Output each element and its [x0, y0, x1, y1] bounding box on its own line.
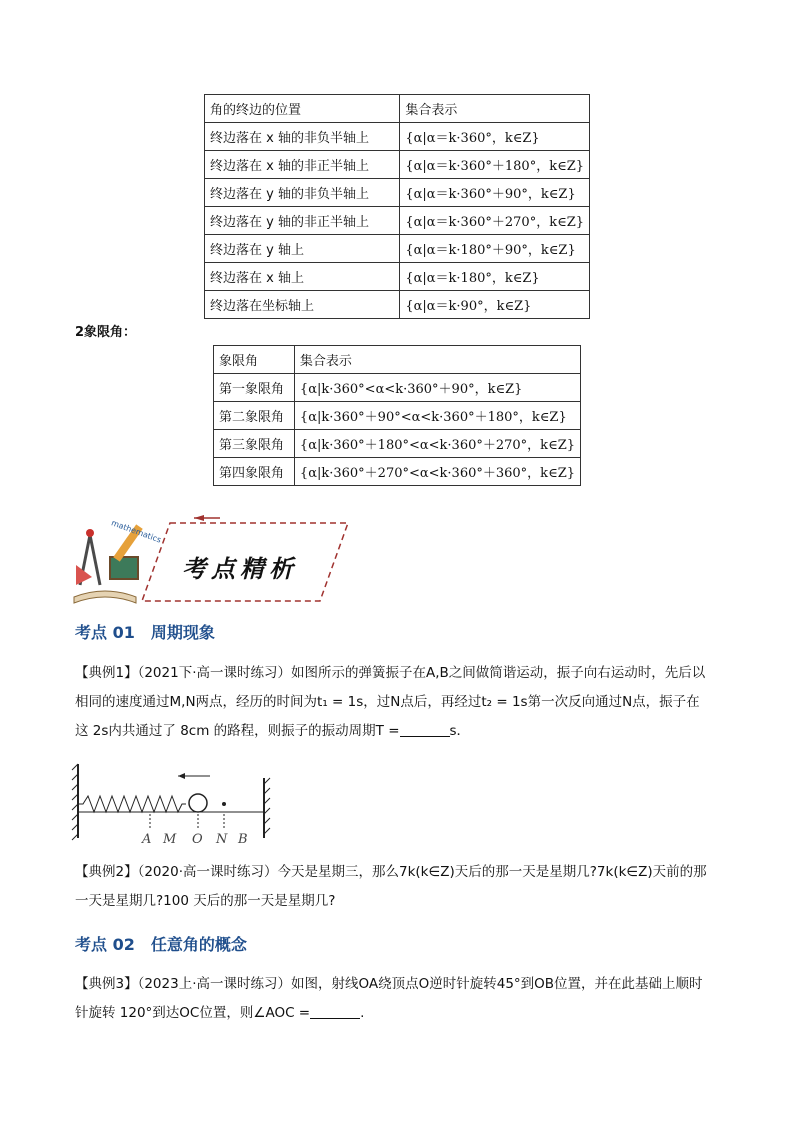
example-1-line-3-end: s．: [449, 723, 471, 739]
table-cell-label: 终边落在坐标轴上: [205, 291, 400, 319]
example-1-line-2: 相同的速度通过M,N两点，经历的时间为t₁ = 1s，过N点后，再经过t₂ = 1s第一次反向通过N点，振子在: [75, 694, 700, 710]
example-1-line-1: 【典例1】（2021下·高一课时练习）如图所示的弹簧振子在A,B之间做简谐运动，振子向右运动时，先后以: [75, 665, 706, 681]
figure-label-o: O: [192, 832, 203, 847]
quadrant-angle-table: [213, 345, 581, 486]
table-cell-label: 终边落在 y 轴的非正半轴上: [205, 207, 400, 235]
table-cell-label: 角的终边的位置: [205, 95, 400, 123]
table-row: [205, 123, 590, 151]
table-cell-set: {α|α＝k·180°，k∈Z}: [400, 263, 590, 291]
table-row: [214, 402, 581, 430]
example-3-line-2-end: .: [360, 1005, 365, 1021]
table-row: [205, 291, 590, 319]
angle-answer-blank: [310, 1004, 360, 1019]
example-3-line-1: 【典例3】（2023上·高一课时练习）如图，射线OA绕顶点O逆时针旋转45°到OB位置，并在此基础上顺时: [75, 976, 703, 992]
table-cell-set: {α|k·360°<α<k·360°＋90°，k∈Z}: [294, 374, 580, 402]
table-cell-set: {α|α＝k·360°，k∈Z}: [400, 123, 590, 151]
table-cell-set: 集合表示: [294, 346, 580, 374]
table-cell-label: 终边落在 x 轴的非负半轴上: [205, 123, 400, 151]
table-row: [205, 151, 590, 179]
table-cell-label: 第二象限角: [214, 402, 295, 430]
kaodian-banner: [70, 515, 360, 607]
table-cell-set: {α|α＝k·360°＋180°，k∈Z}: [400, 151, 590, 179]
table-cell-set: {α|α＝k·90°，k∈Z}: [400, 291, 590, 319]
figure-label-b: B: [238, 832, 248, 847]
figure-label-a: A: [142, 832, 152, 847]
example-3: [75, 970, 725, 1028]
example-2-line-1: 【典例2】（2020·高一课时练习）今天是星期三，那么7k(k∈Z)天后的那一天是星期几?7k(k∈Z)天前的那: [75, 864, 707, 880]
table-row: [214, 458, 581, 486]
table-header-row: [214, 346, 581, 374]
table-row: [205, 207, 590, 235]
table-cell-label: 第四象限角: [214, 458, 295, 486]
table-cell-label: 第三象限角: [214, 430, 295, 458]
example-2: [75, 858, 725, 916]
quadrant-angle-label: 2象限角：: [75, 325, 137, 340]
table-row: [205, 179, 590, 207]
banner-title: 考点精析: [182, 555, 298, 583]
table-header-row: [205, 95, 590, 123]
table-cell-label: 终边落在 x 轴的非正半轴上: [205, 151, 400, 179]
table-cell-label: 终边落在 y 轴的非负半轴上: [205, 179, 400, 207]
table-cell-set: {α|k·360°＋90°<α<k·360°＋180°，k∈Z}: [294, 402, 580, 430]
table-cell-set: {α|k·360°＋180°<α<k·360°＋270°，k∈Z}: [294, 430, 580, 458]
table-cell-set: {α|α＝k·360°＋90°，k∈Z}: [400, 179, 590, 207]
figure-label-n: N: [216, 832, 228, 847]
section-1-heading: 考点 01 周期现象: [75, 623, 215, 642]
table-row: [205, 235, 590, 263]
table-cell-set: {α|k·360°＋270°<α<k·360°＋360°，k∈Z}: [294, 458, 580, 486]
table-cell-label: 象限角: [214, 346, 295, 374]
example-3-line-2: 针旋转 120°到达OC位置，则∠AOC =: [75, 1005, 311, 1021]
table-cell-set: {α|α＝k·180°＋90°，k∈Z}: [400, 235, 590, 263]
example-2-line-2: 一天是星期几?100 天后的那一天是星期几?: [75, 893, 336, 909]
table-row: [214, 374, 581, 402]
table-row: [205, 263, 590, 291]
table-row: [214, 430, 581, 458]
banner-logo-text: mathematics: [110, 518, 163, 545]
table-cell-set: {α|α＝k·360°＋270°，k∈Z}: [400, 207, 590, 235]
answer-blank: [400, 722, 450, 737]
table-cell-set: 集合表示: [400, 95, 590, 123]
terminal-side-table: [204, 94, 590, 319]
example-1: [75, 659, 725, 746]
figure-label-m: M: [163, 832, 177, 847]
spring-oscillator-figure: [68, 758, 283, 850]
example-1-line-3: 这 2s内共通过了 8cm 的路程，则振子的振动周期T =: [75, 723, 400, 739]
table-cell-label: 第一象限角: [214, 374, 295, 402]
section-2-heading: 考点 02 任意角的概念: [75, 935, 247, 954]
table-cell-label: 终边落在 x 轴上: [205, 263, 400, 291]
table-cell-label: 终边落在 y 轴上: [205, 235, 400, 263]
